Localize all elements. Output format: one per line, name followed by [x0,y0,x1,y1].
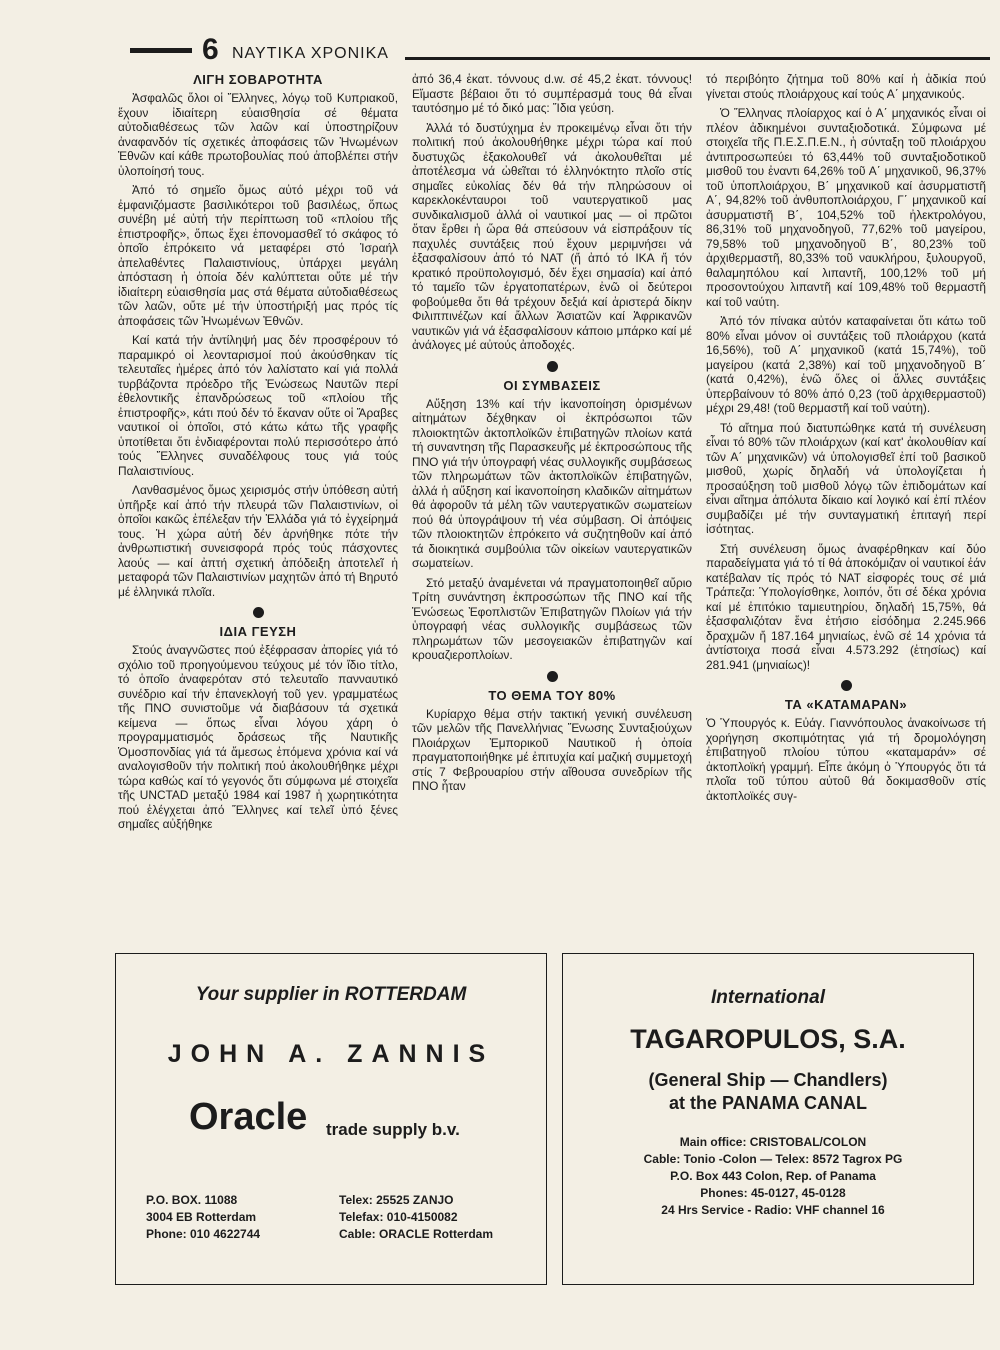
ad-description-line: (General Ship — Chandlers) [648,1070,888,1090]
advertisement-zannis [115,953,547,1285]
page-header [120,33,990,66]
article-paragraph: Αὔξηση 13% καί τήν ἱκανοποίηση ὁρισμένων αἰτημάτων δέχθηκαν οἱ ἐκπρόσωποι τῶν πλοιοκτητῶν ἀκτοπλοϊκῶν ἐπιβατηγῶν πλοίων κατά τή συναντηση τῆς Παρασκευῆς μέ ἐκπροσώπους τῆς ΠΝΟ γιά τήν ὑπογραφή νέας συλλογικῆς συμβάσεως τῶν πληρωμάτων τῶν ἀκτοπλοϊκῶν ἐπιβατηγῶν, ἀλλά ἡ αὔξηση καί ἱκανοποίηση κλαδικῶν αἰτημάτων θά ἀφοροῦν τά μέλη τῶν ναυτεργατικῶν σωματείων πού θά ὑπογράψουν τή νέα σύμβαση. Οἱ ἀπόψεις τῶν πλοιοκτητῶν ἐπρόκειτο νά συζητηθοῦν καί ἀπό τά διοικητικά συμβούλια τῶν οἰκείων ναυτεργατικῶν σωματείων. [412,396,692,570]
article-paragraph: Ἀσφαλῶς ὅλοι οἱ Ἕλληνες, λόγῳ τοῦ Κυπριακοῦ, ἔχουν ἰδιαίτερη εὐαισθησία σέ θέματα αὐτοδιαθέσεως τῶν λαῶν καί ὑποστηρίζουν ἀναφανδόν τίς σχετικές ἀποφάσεις τῶν Ἡνωμένων Ἐθνῶν καί κάθε πρωτοβουλίας πού ἀποβλέπει στήν ὑλοποίησή τους. [118,91,398,178]
article-paragraph: Στή συνέλευση ὅμως ἀναφέρθηκαν καί δύο παραδείγματα γιά τό τί θά ἀποκόμιζαν οἱ ναυτικοί ἐάν κατέβαλαν τίς πρός τό ΝΑΤ εἰσφορές τους σέ μιά Τράπεζα: Ὑπολογίσθηκε, λοιπόν, ὅτι σέ δέκα χρόνια καί μέ ἐπιτόκιο ταμιευτηρίου, δηλαδή 15,75%, θά ἐξασφαλιζόταν ἕνα ἐτήσιο εἰσόδημα 2.245.966 δραχμῶν ἤ 187.164 μηνιαίως, ἐνῶ σέ 14 χρόνια τά ἀντίστοιχα ποσά εἶναι 4.573.292 (ἐτησίως) καί 281.941 (μηνιαίως)! [706,541,986,672]
article-paragraph: Ὁ Ἕλληνας πλοίαρχος καί ὁ Α΄ μηχανικός εἶναι οἱ πλέον ἀδικημένοι συνταξιοδοτικά. Σύμφωνα μέ στοιχεῖα τῆς Π.Ε.Σ.Π.Ε.Ν., ἡ σύνταξη τοῦ πλοιάρχου ἀντιπροσωπεύει τό 63,44% τοῦ συνταξιοδοτικοῦ μισθοῦ του ἐναντι 64,26% τοῦ Α΄ μηχανικοῦ, 96,37% τοῦ ὑποπλοιάρχου, Β΄ μηχανικοῦ καί ἀσυρματιστῆ Α΄, 94,82% τοῦ ἀνθυποπλοιάρχου, Γ΄ μηχανικοῦ καί ἀσυρματιστῆ Β΄, 104,52% τοῦ ἠλεκτρολόγου, 86,31% τοῦ μηχανοδηγοῦ, 77,62% τοῦ μαγείρου, 79,58% τοῦ μηχανοδηγοῦ Β΄, 80,23% τοῦ ἀρχιθερμαστῆ, 80,33% τοῦ ναυκλήρου, ξυλουργοῦ, θαλαμηπόλου καί λιπαντῆ, 100,12% τοῦ μή προσοντούχου λιπαντῆ καί 109,48% τοῦ θερμαστῆ καί τοῦ ναύτη. [706,106,986,309]
section-heading: ΙΔΙΑ ΓΕΥΣΗ [219,624,297,639]
advertisement-tagaropulos [562,953,974,1285]
article-paragraph: Καί κατά τήν ἀντίληψή μας δέν προσφέρουν τό παραμικρό οἱ λεονταρισμοί πού ἀκούσθηκαν τίς τελευταῖες ἡμέρες ἀπό τόν λαλίστατο καί γιά πολλά τυρβάζοντα πρόεδρο τῆς Ἐνώσεως Ναυτῶν περί ἐθελοντικῆς ἐπανδρώσεως τοῦ «πλοίου τῆς ἐπιστροφῆς», κάτι πού δέν τό ἔκαναν οὔτε οἱ Ἄραβες ναυτικοί οἱ ὁποῖοι, στό κάτω κάτω τῆς γραφῆς ὑποτίθεται ὅτι ἐνδιαφέρονται πολύ περισσότερο ἀπό τούς Ἕλληνες συναδέλφους τους γιά τούς Παλαιστινίους. [118,333,398,478]
article-paragraph: Ἀπό τόν πίνακα αὐτόν καταφαίνεται ὅτι κάτω τοῦ 80% εἶναι μόνον οἱ συντάξεις τοῦ πλοιάρχου (κατά 16,56%), τοῦ Α΄ μηχανικοῦ (κατά 15,74%), τοῦ μαγείρου (κατά 2,38%) καί τοῦ μηχανοδηγοῦ Β΄ (κατά 0,42%), ἐνῶ ὅλες οἱ ἄλλες συντάξεις ὑπερβαίνουν τό 80% ἀπό 0,23 (τοῦ ἀρχιθερμαστοῦ) μέχρι 29,48! (τοῦ θερμαστῆ καί τοῦ ναύτη). [706,314,986,415]
ad-cable: Cable: ORACLE Rotterdam [339,1227,494,1241]
ad-contacts-left [146,1192,260,1243]
ad-main-office: Main office: CRISTOBAL/COLON [679,1135,867,1149]
ad-contacts-right [339,1192,493,1243]
ad-postal-box: P.O. BOX. 11088 [146,1193,238,1207]
ad-postal-city: 3004 EB Rotterdam [146,1210,257,1224]
page-number: 6 [202,33,219,66]
article-paragraph: Ἀλλά τό δυστύχημα ἐν προκειμένῳ εἶναι ὅτι τήν πολιτική πού ἀκολουθήθηκε μέχρι τώρα καί πού δυστυχῶς ἐξακολουθεῖ νά ἀκολουθεῖται μέ ἀποτέλεσμα νά ὠθεῖται τό ἑλληνόκτητο πλοῖο στίς σημαῖες εὐκολίας δέν θά τήν πληρώσουν οἱ καρεκλοκένταυροι τοῦ ναυτεργατικοῦ μας συνδικαλισμοῦ ἀλλά οἱ ναυτικοί μας — οἱ πρῶτοι ὅταν ἔρθει ἡ ὥρα θά σπεύσουν νά εἰσπράξουν τίς παχυλές συντάξεις πού ἔχουν μεριμνήσει νά ἐξασφαλίσουν ἀπό τό ΝΑΤ (ἤ ἀπό τό ΙΚΑ ἤ τόν κρατικό προϋπολογισμό, δέν ἔχει σημασία) καί ἀπό τό ταμεῖο τῶν ἐργατοπατέρων, ἐνῶ οἱ δεύτεροι φοβούμεθα ὅτι θά τρέχουν δεξιά καί ἀριστερά δίκην Φιλιππινέζων καί ἄλλων Ἀσιατῶν καί Ἀφρικανῶν ναυτικῶν γιά νά ἐξασφαλίσουν κάποιο μπάρκο καί μέ ἀνάλογες μέ αὐτούς ἀποδοχές. [412,120,692,352]
article-paragraph: Κυρίαρχο θέμα στήν τακτική γενική συνέλευση τῶν μελῶν τῆς Πανελλήνιας Ἕνωσης Συνταξιούχων Πλοιάρχων Ἐμπορικοῦ Ναυτικοῦ ἡ ὁποία πραγματοποιήθηκε μέ ἐπιτυχία καί μαζική συμμετοχή στίς 7 Φεβρουαρίου στήν αἴθουσα συνεδρίων τῆς ΠΝΟ ἦταν [412,706,692,793]
article-paragraph: τό περιβόητο ζήτημα τοῦ 80% καί ἡ ἀδικία πού γίνεται στούς πλοιάρχους καί τούς Α΄ μηχανικούς. [706,72,986,101]
ad-description [563,1069,973,1115]
article-paragraph: Στούς ἀναγνῶστες πού ἐξέφρασαν ἀπορίες γιά τό σχόλιο τοῦ προηγούμενου τεύχους μέ τόν ἴδιο τίτλο, τό ὁποῖο ἀναφερόταν στό τελευταῖο πανναυτικό συνέδριο καί τήν ἐπανεκλογή τοῦ γεν. γραμματέως τῆς ΠΝΟ συνιστοῦμε νά διαβάσουν τά σχετικά κείμενα — ὅπως εἶναι λόγου χάρη ὁ προγραμματισμός δράσεως τῆς Ναυτικῆς Ὁμοσπονδίας γιά τά ἄμεσως ἑπόμενα χρόνια καί νά αναλογισθοῦν τήν πολιτική πού ἀκολουθήθηκε μέχρι τώρα καθώς καί τό γεγονός ὅτι σύμφωνα μέ στοιχεῖα τῆς UNCTAD μεταξύ 1984 καί 1987 ἡ χωρητικότητα πού ἐλέγχεται ἀπό Ἕλληνες καί τελεῖ ὑπό ξένες σημαῖες αὐξήθηκε [118,643,398,831]
ad-brand-name: Oracle [189,1096,308,1138]
ad-telex: Telex: 25525 ZANJO [339,1193,454,1207]
ad-phones: Phones: 45-0127, 45-0128 [700,1186,846,1200]
article-column-1 [118,72,398,942]
section-separator-dot [253,607,264,618]
ad-slogan: Your supplier in ROTTERDAM [195,984,467,1005]
ad-company-name: JOHN A. ZANNIS [167,1040,495,1068]
article-column-3 [706,72,986,942]
article-paragraph: Τό αἴτημα πού διατυπώθηκε κατά τή συνέλευση εἶναι τό 80% τῶν πλοιάρχων (καί κατ' ἀκολουθίαν καί τῶν Α΄ μηχανικῶν) νά ὑπολογισθεῖ ἐπί τοῦ βασικοῦ μισθοῦ, χωρίς δηλαδή νά ὑπολογίζεται ἡ προσαύξηση τοῦ μισθοῦ λόγῳ τῶν ἐπιδομάτων καί εἶναι αἴτημα ἀπόλυτα δίκαιο καί λογικό καί ἐπί πλέον συμβαδίζει μέ τήν συνταγματική ἐπιταγή περί ἰσότητας. [706,420,986,536]
article-paragraph: Λανθασμένος ὅμως χειρισμός στήν ὑπόθεση αὐτή ὑπῆρξε καί ἀπό τήν πλευρά τῶν Παλαιστινίων, οἱ ὁποῖοι κακῶς ἐπέλεξαν τήν Ἑλλάδα γιά τό ἐγχείρημά τους. Ἡ χώρα αὐτή δέν ἀρνήθηκε πότε τήν ἀνθρωπιστική συνεισφορά πρός τούς πάσχοντες λαούς — καί ἀπτή σχετική ἀπόδειξη ἀποτελεῖ ἡ μεταφορά τῶν Παλαιστινίων μαχητῶν ἀπό τή Βηρυτό μέ ἑλληνικά πλοῖα. [118,483,398,599]
section-separator-dot [547,361,558,372]
header-rule-right [405,57,990,60]
ad-service: 24 Hrs Service - Radio: VHF channel 16 [661,1203,885,1217]
section-separator-dot [841,680,852,691]
article-paragraph: Ὁ Ὑπουργός κ. Εὐάγ. Γιαννόπουλος ἀνακοίνωσε τή χορήγηση σκοπιμότητας γιά τή δρομολόγηση ἐπιβατηγοῦ πλοίου τύπου «καταμαράν» σέ ἀκτοπλοϊκή γραμμή. Εἶπε ἀκόμη ὁ Ὑπουργός ὅτι τά πλοῖα τοῦ τύπου αὐτοῦ θά δοκιμασθοῦν στίς ἀκτοπλοϊκές συγ- [706,716,986,803]
section-heading: ΤΟ ΘΕΜΑ ΤΟΥ 80% [488,687,616,703]
ad-telefax: Telefax: 010-4150082 [339,1210,458,1224]
ad-phone: Phone: 010 4622744 [146,1227,261,1241]
ad-description-line: at the PANAMA CANAL [669,1093,867,1113]
article-paragraph: Στό μεταξύ ἀναμένεται νά πραγματοποιηθεῖ αὔριο Τρίτη συνάντηση ἐκπροσώπων τῆς ΠΝΟ καί τῆς Ἐνώσεως Ἐφοπλιστῶν Ἐπιβατηγῶν Πλοίων γιά τήν ὑπογραφή νέας συλλογικῆς συμβάσεως τῶν πληρωμάτων τῶν μεσογειακῶν ἐπιβατηγῶν καί κρουαζιεροπλοίων. [412,575,692,662]
publication-title: ΝΑΥΤΙΚΑ ΧΡΟΝΙΚΑ [232,45,389,62]
ad-brand-tagline: trade supply b.v. [326,1120,460,1139]
section-separator-dot [547,671,558,682]
header-rule-left [130,48,192,53]
section-heading: ΟΙ ΣΥΜΒΑΣΕΙΣ [503,377,601,393]
section-heading: ΛΙΓΗ ΣΟΒΑΡΟΤΗΤΑ [193,72,323,87]
ad-label: International [710,987,825,1008]
ad-company-name: TAGAROPULOS, S.A. [630,1024,906,1054]
article-paragraph: Ἀπό τό σημεῖο ὅμως αὐτό μέχρι τοῦ νά ἐμφανιζόμαστε βασιλικότεροι τοῦ βασιλέως, ὅπως συνέβη μέ αὐτή τήν περίπτωση τοῦ «πλοίου τῆς ἐπιστροφῆς», ὅπως ἔχει ἐπονομασθεῖ τό σκάφος τό ὁποῖο ἐπρόκειτο νά μεταφέρει στό Ἰσραήλ ἀπελαθέντες Παλαιστινίους, ὑπάρχει μεγάλη ἀπόσταση ἡ ὁποία δέν καλύπτεται οὔτε μέ τήν ἰδιαίτερη εὐαισθησία μας στά θέματα αὐτοδιαθέσεως τῶν λαῶν, οὔτε μέ τήν ὑποστήριξή μας πρός τίς ἀποφάσεις τῶν Ἡνωμένων Ἐθνῶν. [118,183,398,328]
article-paragraph: ἀπό 36,4 ἑκατ. τόννους d.w. σέ 45,2 ἑκατ. τόννους! Εἴμαστε βέβαιοι ὅτι τό συμπέρασμά τους θά εἶναι ταυτόσημο μέ τό δικό μας: Ἴδια γεύση. [412,72,692,115]
article-column-2 [412,72,692,942]
ad-postal: P.O. Box 443 Colon, Rep. of Panama [670,1169,876,1183]
ad-contact-info [593,1134,953,1219]
ad-cable-telex: Cable: Tonio -Colon — Telex: 8572 Tagrox PG [643,1152,903,1166]
section-heading: ΤΑ «ΚΑΤΑΜΑΡΑΝ» [784,697,908,712]
